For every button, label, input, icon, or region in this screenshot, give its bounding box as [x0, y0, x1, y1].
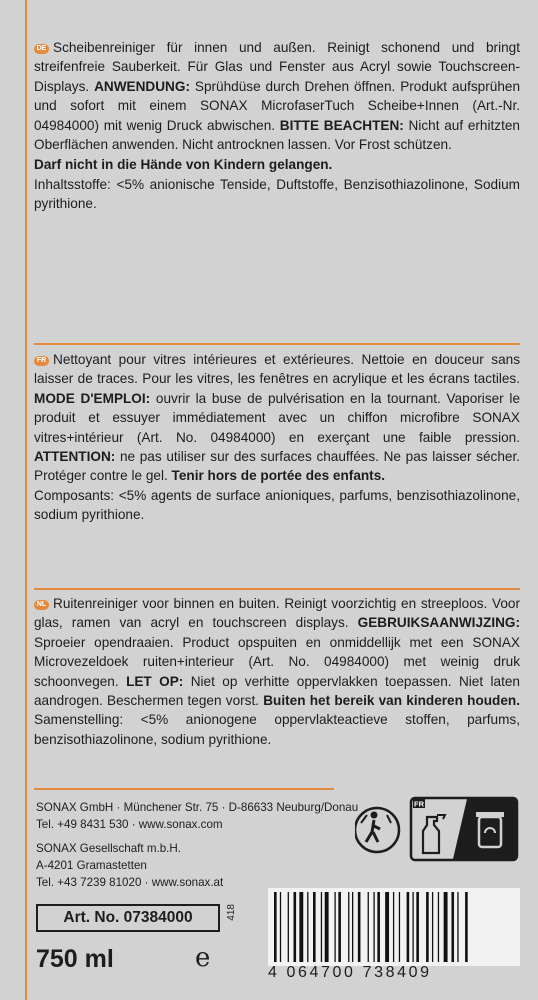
fr-language-badge: FR: [34, 356, 49, 366]
fr-note-text: ne pas utiliser sur des surfaces chauffées. Ne pas laisser sécher. Protéger contre le gel.: [34, 449, 520, 484]
code-418: 418: [226, 904, 237, 921]
nl-usage-text: Sproeier opendraaien. Product opspuiten en onmiddellijk met een SONAX Microvezeldoek ruiten+interieur (Art. No. 04984000) met weinig druk schoonvegen.: [34, 634, 520, 689]
de-usage-text: Sprühdüse durch Drehen öffnen. Produkt aufsprühen und sofort mit einem SONAX MicrofaserTuch Scheibe+Innen (Art.-Nr. 04984000) mit wenig Druck abwischen.: [34, 78, 520, 133]
separator-1: [34, 343, 520, 345]
triman-fr-badge: FR: [414, 799, 424, 809]
barcode-digits: 4 064700 738409: [268, 964, 432, 981]
de-paragraph: [34, 38, 520, 154]
fr-usage-heading: MODE D'EMPLOI:: [34, 390, 151, 406]
de-description: Scheibenreiniger für innen und außen. Reinigt schonend und bringt streifenfreie Sauberkeit. Für Glas und Fenster aus Acryl sowie Touchscreen-Displays.: [34, 40, 520, 94]
nl-warning: Buiten het bereik van kinderen houden.: [263, 693, 520, 709]
nl-paragraph: [34, 594, 520, 749]
de-ingredients: Inhaltsstoffe: <5% anionische Tenside, Duftstoffe, Benzisothiazolinone, Sodium pyrithione.: [34, 176, 520, 212]
fr-paragraph: [34, 350, 520, 486]
company-contact-de: Tel. +49 8431 530 · www.sonax.com: [36, 818, 223, 831]
fr-ingredients: Composants: <5% agents de surface anioniques, parfums, benzisothiazolinone, sodium pyrithione.: [34, 487, 520, 523]
section-nl: [34, 594, 520, 749]
fr-note-heading: ATTENTION:: [34, 449, 116, 465]
de-warning: Darf nicht in die Hände von Kindern gelangen.: [34, 157, 333, 173]
separator-3: [34, 788, 334, 790]
spray-bottle-icon: [423, 817, 439, 853]
barcode: [268, 888, 520, 966]
de-usage-heading: ANWENDUNG:: [94, 78, 190, 94]
article-number: Art. No. 07384000: [36, 904, 220, 932]
company-contact-at: Tel. +43 7239 81020 · www.sonax.at: [36, 876, 224, 889]
fr-warning: Tenir hors de portée des enfants.: [171, 468, 386, 484]
company-address-de: SONAX GmbH · Münchener Str. 75 · D-86633 Neuburg/Donau: [36, 801, 359, 814]
triman-recycling-icon: [355, 795, 520, 865]
e-mark: e: [195, 943, 211, 973]
company-name-at: SONAX Gesellschaft m.b.H.: [36, 842, 181, 855]
section-de: [34, 38, 520, 214]
nl-note-text: Niet op verhitte oppervlakken toepassen. Niet laten aandrogen. Beschermen tegen vorst.: [34, 673, 520, 709]
nl-description: Ruitenreiniger voor binnen en buiten. Reinigt voorzichtig en streeploos. Voor glas, ramen van acryl en touchscreen displays.: [34, 596, 520, 631]
nl-usage-heading: GEBRUIKSAANWIJZING:: [357, 615, 521, 631]
de-note-text: Nicht auf erhitzten Oberflächen anwenden. Nicht antrocknen lassen. Vor Frost schützen.: [34, 117, 520, 153]
left-accent-line: [25, 0, 27, 1000]
nl-note-heading: LET OP:: [126, 673, 184, 689]
de-language-badge: DE: [34, 44, 49, 54]
nl-language-badge: NL: [34, 600, 49, 610]
nl-ingredients: Samenstelling: <5% anionogene oppervlakteactieve stoffen, parfums, benzisothiazolinone, sodium pyrithione.: [34, 712, 520, 747]
volume: 750 ml: [36, 945, 114, 973]
company-info-at: [36, 840, 223, 891]
company-address-at: A-4201 Gramastetten: [36, 859, 147, 872]
company-info-de: [36, 799, 358, 833]
de-note-heading: BITTE BEACHTEN:: [279, 117, 404, 133]
fr-description: Nettoyant pour vitres intérieures et extérieures. Nettoie en douceur sans laisser de traces. Pour les vitres, les fenêtres en acrylique et les écrans tactiles.: [34, 352, 520, 387]
fr-usage-text: ouvrir la buse de pulvérisation en la tournant. Vaporiser le produit et essuyer immédiatement avec un chiffon microfibre SONAX vitres+intérieur (Art. No. 04984000) en exerçant une faible pression.: [34, 390, 520, 445]
section-fr: [34, 350, 520, 525]
triman-figure-icon: [371, 812, 378, 819]
separator-2: [34, 588, 520, 590]
